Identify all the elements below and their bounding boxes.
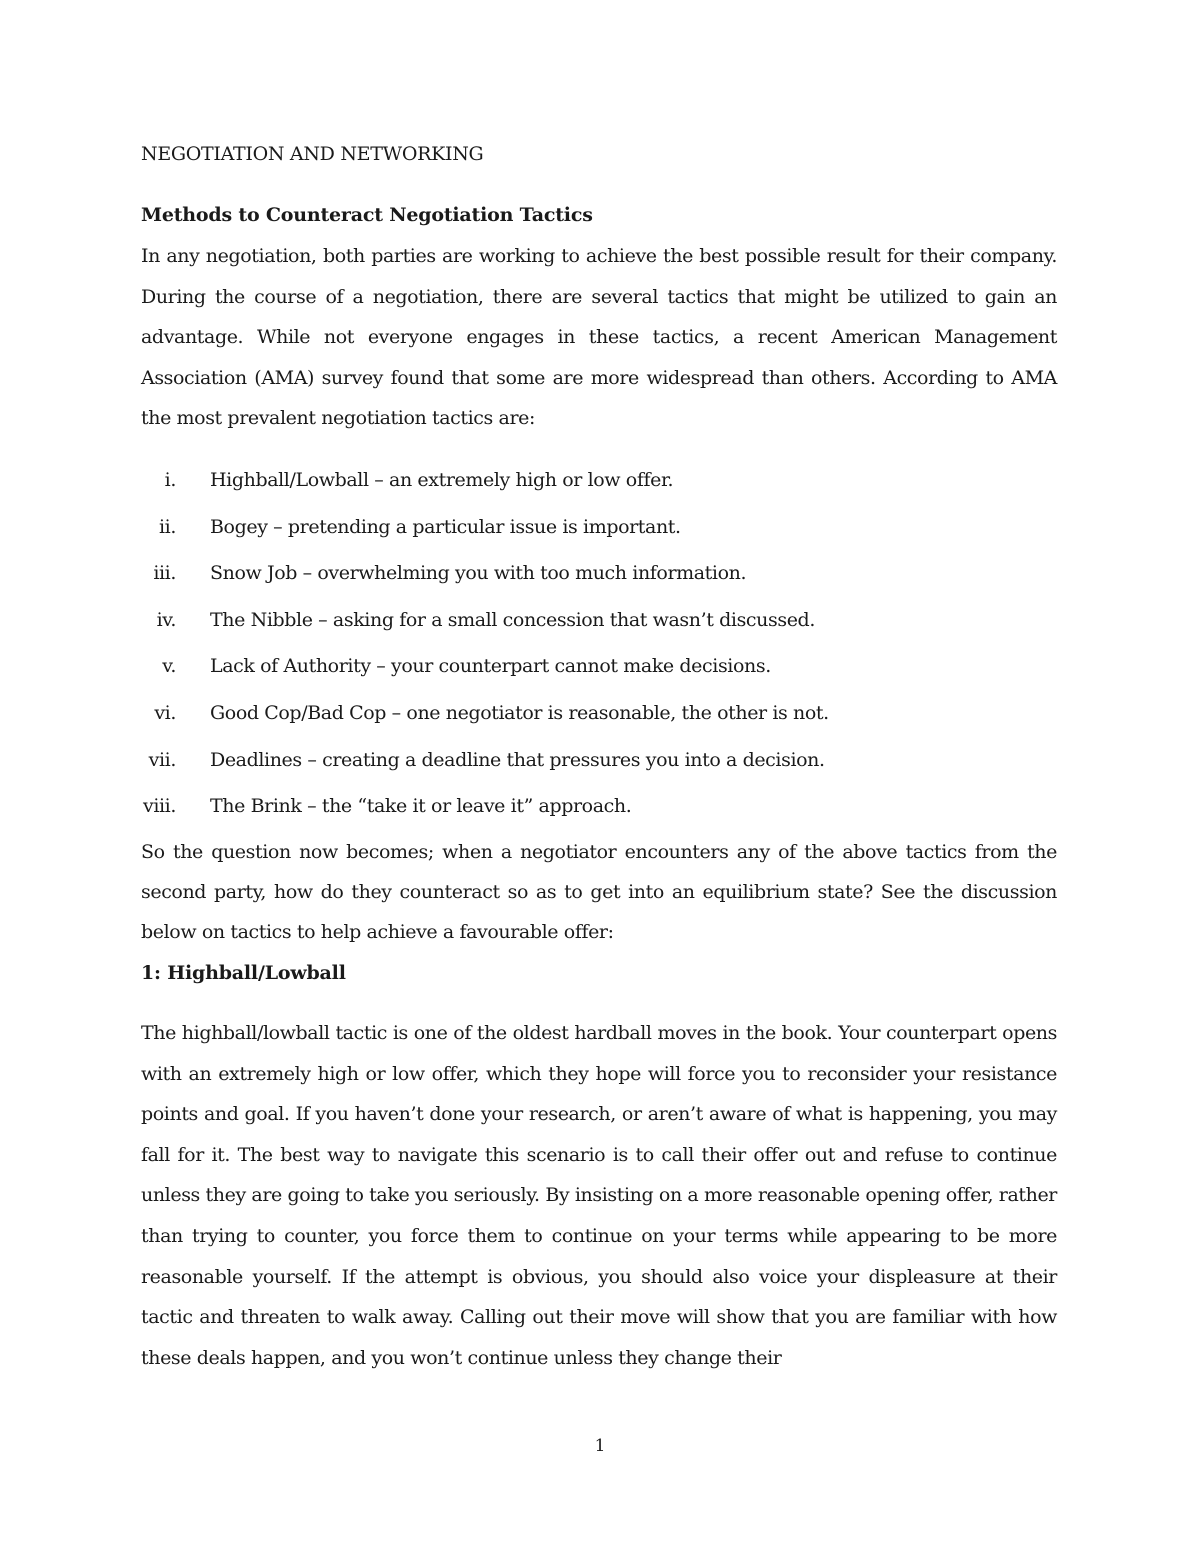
section-heading: Methods to Counteract Negotiation Tactics	[141, 204, 593, 226]
list-numeral: vi.	[154, 701, 176, 724]
intro-paragraph: In any negotiation, both parties are working to achieve the best possible result for their company. During the course of a negotiation, there are several tactics that might be utilized to gain an advantage. While not everyone engages in these tactics, a recent American Management Association (AMA) survey found that some are more widespread than others. According to AMA the most prevalent negotiation tactics are:	[141, 245, 1057, 430]
list-item	[110, 783, 829, 830]
question-paragraph: So the question now becomes; when a negotiator encounters any of the above tactics from the second party, how do they counteract so as to get into an equilibrium state? See the discussion below on tactics to help achieve a favourable offer:	[141, 841, 1057, 943]
list-item-text: Deadlines – creating a deadline that pressures you into a decision.	[210, 748, 825, 771]
list-item-text: Bogey – pretending a particular issue is important.	[210, 515, 681, 538]
document-title: NEGOTIATION AND NETWORKING	[141, 143, 484, 165]
page-number: 1	[594, 1436, 606, 1456]
list-item	[110, 457, 829, 504]
list-item-text: Highball/Lowball – an extremely high or low offer.	[210, 469, 674, 491]
list-item-text: Lack of Authority – your counterpart cannot make decisions.	[210, 655, 771, 678]
list-numeral: vii.	[148, 748, 176, 771]
list-numeral: iii.	[153, 562, 176, 585]
list-item	[110, 597, 829, 644]
list-item	[110, 504, 829, 551]
list-numeral: v.	[162, 655, 176, 678]
subsection-heading: 1: Highball/Lowball	[141, 962, 346, 984]
list-item-text: Snow Job – overwhelming you with too much information.	[210, 562, 747, 585]
list-numeral: iv.	[156, 608, 176, 631]
list-item	[110, 550, 829, 597]
list-item-text: The Nibble – asking for a small concession that wasn’t discussed.	[210, 608, 815, 631]
list-numeral: viii.	[142, 795, 176, 818]
list-item	[110, 737, 829, 784]
list-numeral: i.	[164, 469, 176, 491]
tactics-list	[110, 457, 829, 830]
list-item-text: The Brink – the “take it or leave it” approach.	[210, 795, 632, 818]
highball-paragraph: The highball/lowball tactic is one of the oldest hardball moves in the book. Your counterpart opens with an extremely high or low offer, which they hope will force you to reconsider your resistance points and goal. If you haven’t done your research, or aren’t aware of what is happening, you may fall for it. The best way to navigate this scenario is to call their offer out and refuse to continue unless they are going to take you seriously. By insisting on a more reasonable opening offer, rather than trying to counter, you force them to continue on your terms while appearing to be more reasonable yourself. If the attempt is obvious, you should also voice your displeasure at their tactic and threaten to walk away. Calling out their move will show that you are familiar with how these deals happen, and you won’t continue unless they change their	[141, 1022, 1057, 1369]
list-item	[110, 643, 829, 690]
list-item	[110, 690, 829, 737]
list-item-text: Good Cop/Bad Cop – one negotiator is reasonable, the other is not.	[210, 701, 829, 724]
list-numeral: ii.	[159, 515, 176, 538]
